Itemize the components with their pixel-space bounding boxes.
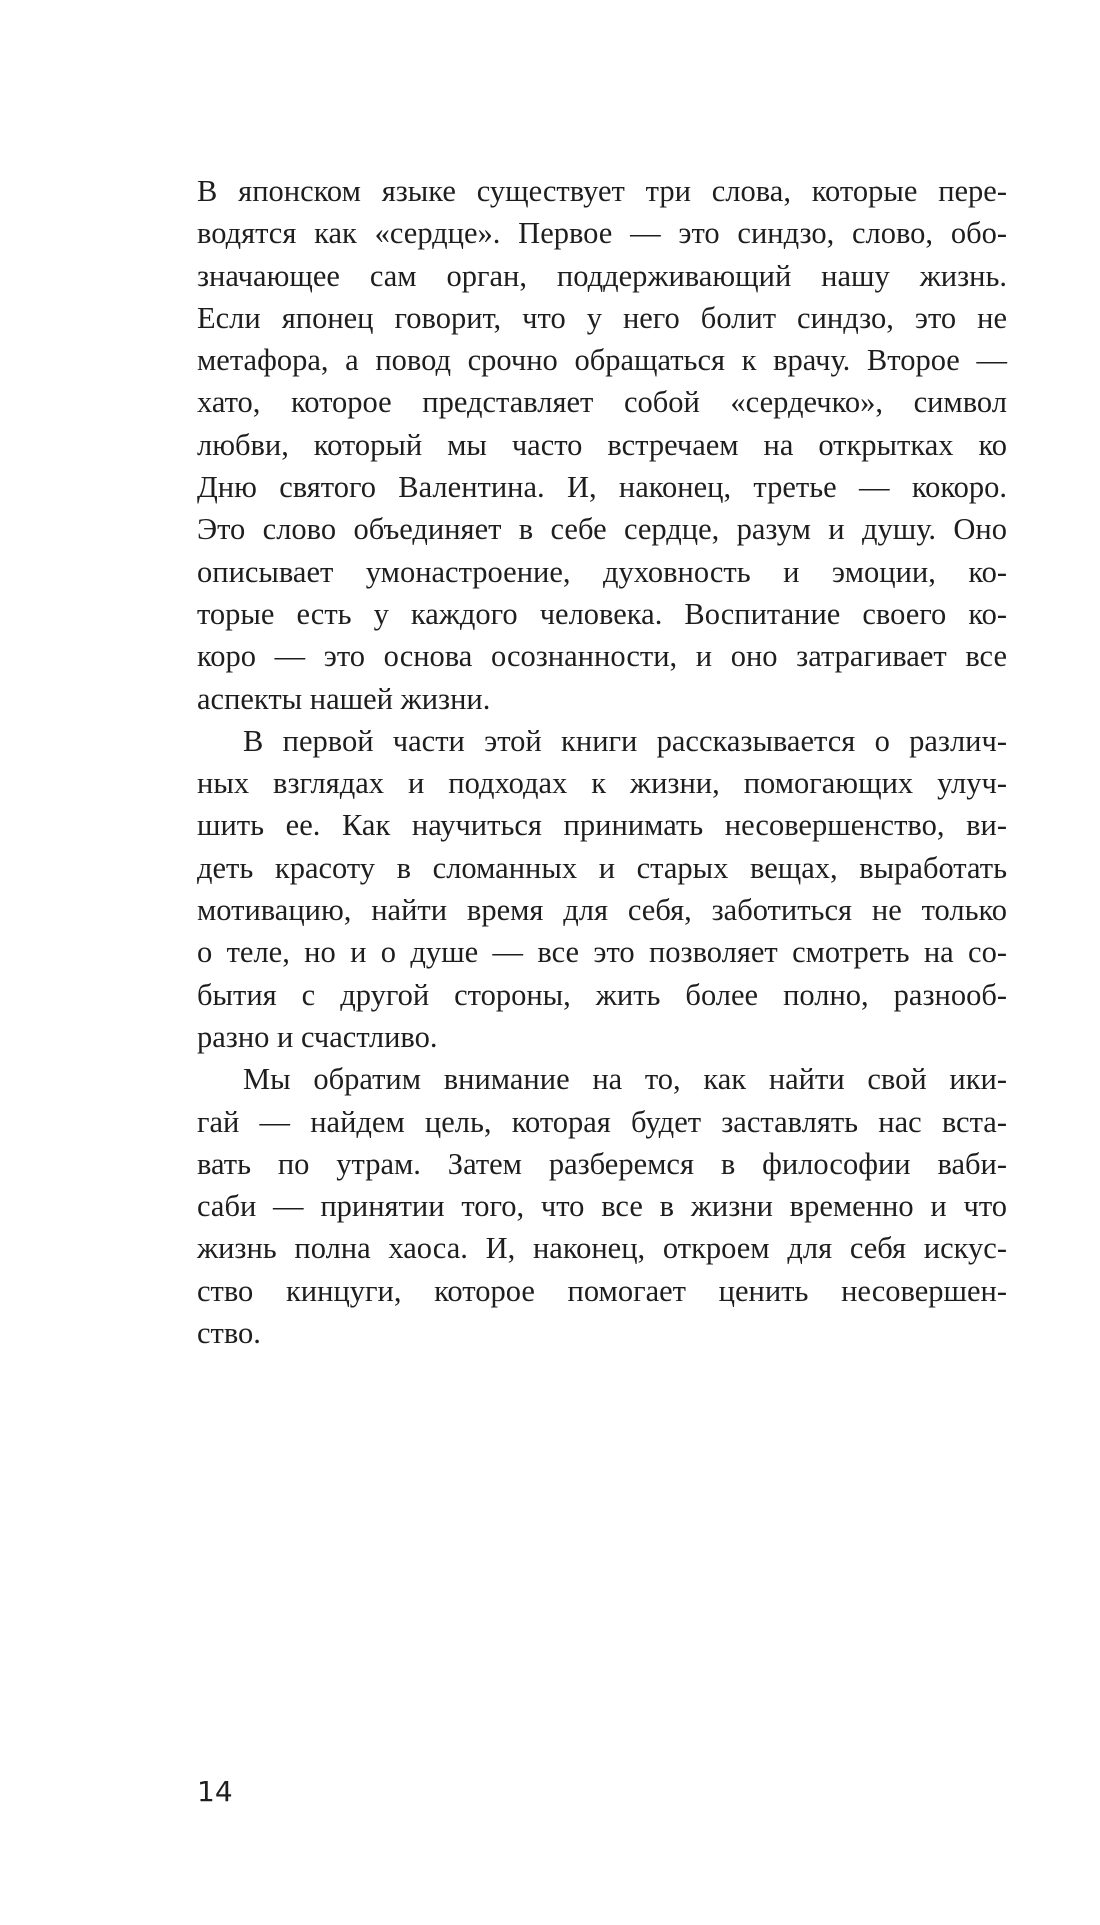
paragraph-1 xyxy=(197,170,1007,720)
text-line: ство. xyxy=(197,1316,261,1351)
text-line: хато, которое представляет собой «сердечко», символ xyxy=(197,385,1007,420)
text-line: гай — найдем цель, которая будет заставлять нас вста- xyxy=(197,1104,1007,1139)
text-line: В первой части этой книги рассказывается о различ- xyxy=(243,723,1007,758)
text-line: любви, который мы часто встречаем на открытках ко xyxy=(197,427,1007,462)
text-line: В японском языке существует три слова, которые пере- xyxy=(197,174,1007,208)
text-line: аспекты нашей жизни. xyxy=(197,681,491,716)
paragraph-3 xyxy=(197,1058,1007,1354)
text-line: Дню святого Валентина. И, наконец, третье — кокоро. xyxy=(197,470,1007,505)
text-line: бытия с другой стороны, жить более полно, разнооб- xyxy=(197,977,1007,1012)
text-line: Мы обратим внимание на то, как найти свой ики- xyxy=(243,1062,1007,1097)
page-number: 14 xyxy=(197,1775,233,1808)
text-line: деть красоту в сломанных и старых вещах, выработать xyxy=(197,850,1007,885)
body-text xyxy=(197,170,1007,1354)
text-line: ных взглядах и подходах к жизни, помогающих улуч- xyxy=(197,766,1007,801)
text-line: саби — принятии того, что все в жизни временно и что xyxy=(197,1189,1007,1224)
text-line: вать по утрам. Затем разберемся в философии ваби- xyxy=(197,1146,1007,1181)
text-line: жизнь полна хаоса. И, наконец, откроем для себя искус- xyxy=(197,1231,1007,1266)
text-line: мотивацию, найти время для себя, заботиться не только xyxy=(197,893,1007,928)
text-line: Если японец говорит, что у него болит синдзо, это не xyxy=(197,300,1007,335)
text-line: значающее сам орган, поддерживающий нашу жизнь. xyxy=(197,258,1007,293)
text-line: описывает умонастроение, духовность и эмоции, ко- xyxy=(197,554,1007,589)
paragraph-2 xyxy=(197,720,1007,1058)
text-line: разно и счастливо. xyxy=(197,1019,438,1054)
text-line: водятся как «сердце». Первое — это синдзо, слово, обо- xyxy=(197,216,1007,251)
text-line: шить ее. Как научиться принимать несовершенство, ви- xyxy=(197,808,1007,843)
text-line: коро — это основа осознанности, и оно затрагивает все xyxy=(197,639,1007,674)
text-line: о теле, но и о душе — все это позволяет смотреть на со- xyxy=(197,935,1007,970)
text-line: метафора, а повод срочно обращаться к врачу. Второе — xyxy=(197,343,1007,378)
text-line: Это слово объединяет в себе сердце, разум и душу. Оно xyxy=(197,512,1007,547)
text-line: торые есть у каждого человека. Воспитание своего ко- xyxy=(197,596,1007,631)
text-line: ство кинцуги, которое помогает ценить несовершен- xyxy=(197,1273,1007,1308)
